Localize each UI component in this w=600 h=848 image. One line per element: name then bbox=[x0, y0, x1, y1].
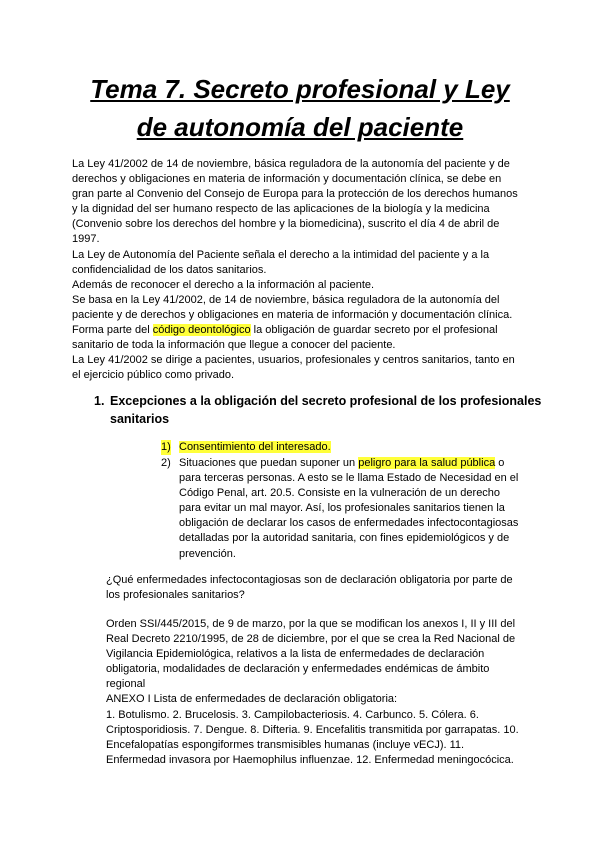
highlight-codigo-deontologico: código deontológico bbox=[152, 324, 251, 337]
intro-line: La Ley de Autonomía del Paciente señala el derecho a la intimidad del paciente y a la bbox=[72, 248, 490, 261]
section-number: 1. bbox=[94, 394, 105, 408]
exception-line: detalladas por la autoridad sanitaria, con fines epidemiológicos y de bbox=[179, 532, 510, 545]
order-line: Orden SSI/445/2015, de 9 de marzo, por la que se modifican los anexos I, II y III del bbox=[106, 618, 516, 630]
intro-text: Forma parte del bbox=[72, 324, 153, 337]
intro-line-highlighted bbox=[72, 323, 532, 338]
intro-line: 1997. bbox=[72, 233, 100, 246]
intro-line: Además de reconocer el derecho a la información al paciente. bbox=[72, 278, 375, 291]
question-line: los profesionales sanitarios? bbox=[106, 589, 245, 602]
order-line: Vigilancia Epidemiológica, relativos a la lista de enfermedades de declaración bbox=[106, 648, 485, 661]
order-paragraph bbox=[106, 617, 536, 768]
intro-line: el ejercicio público como privado. bbox=[72, 369, 235, 382]
list-marker: 2) bbox=[161, 457, 171, 469]
highlight-salud-publica: peligro para la salud pública bbox=[358, 457, 496, 469]
intro-line: sanitario de toda la información que llegue a conocer del paciente. bbox=[72, 339, 396, 352]
intro-line: (Convenio sobre los derechos del hombre y la biomedicina), suscrito el día 4 de abril de bbox=[72, 218, 500, 231]
list-marker: 1) bbox=[161, 440, 171, 455]
order-line: Real Decreto 2210/1995, de 28 de diciembre, por el que se crea la Red Nacional de bbox=[106, 633, 516, 646]
intro-line: paciente y de derechos y obligaciones en materia de información y documentación clínica. bbox=[72, 308, 513, 321]
intro-line: confidencialidad de los datos sanitarios. bbox=[72, 263, 267, 276]
section-title bbox=[110, 392, 541, 428]
order-line: Encefalopatías espongiformes transmisibles humanas (incluye vECJ). 11. bbox=[106, 738, 465, 751]
intro-line: La Ley 41/2002 de 14 de noviembre, básica reguladora de la autonomía del paciente y de bbox=[72, 158, 510, 170]
intro-paragraph bbox=[72, 157, 532, 383]
exception-line: para evitar un mal mayor. Así, los profesionales sanitarios tienen la bbox=[179, 502, 505, 515]
order-line: Enfermedad invasora por Haemophilus influenzae. 12. Enfermedad meningocócica. bbox=[106, 753, 514, 766]
intro-line: gran parte al Convenio del Consejo de Europa para la protección de los derechos humanos bbox=[72, 188, 518, 201]
order-line: Criptosporidiosis. 7. Dengue. 8. Difteria. 9. Encefalitis transmitida por garrapatas. 10. bbox=[106, 723, 519, 736]
exception-text-part: Situaciones que puedan suponer un bbox=[179, 457, 359, 469]
document-title bbox=[60, 70, 540, 146]
order-line: regional bbox=[106, 678, 146, 691]
section-title-line: sanitarios bbox=[110, 412, 170, 426]
intro-line: Se basa en la Ley 41/2002, de 14 de noviembre, básica reguladora de la autonomía del bbox=[72, 293, 500, 306]
exception-line: Código Penal, art. 20.5. Consiste en la vulneración de un derecho bbox=[179, 487, 501, 500]
intro-text: la obligación de guardar secreto por el profesional bbox=[250, 324, 498, 337]
question-paragraph bbox=[106, 573, 536, 603]
intro-line: y la dignidad del ser humano respecto de las aplicaciones de la biología y la medicina bbox=[72, 203, 490, 216]
intro-line: La Ley 41/2002 se dirige a pacientes, usuarios, profesionales y centros sanitarios, tanto en bbox=[72, 354, 515, 367]
section-title-line: Excepciones a la obligación del secreto profesional de los profesionales bbox=[110, 394, 542, 408]
title-line-2: de autonomía del paciente bbox=[136, 112, 464, 142]
exception-line: para terceras personas. A esto se le llama Estado de Necesidad en el bbox=[179, 472, 519, 485]
exception-text bbox=[179, 440, 331, 455]
intro-line: derechos y obligaciones en materia de información y documentación clínica, se debe en bbox=[72, 173, 502, 186]
order-line: obligatoria, modalidades de declaración y enfermedades endémicas de ámbito bbox=[106, 663, 490, 676]
exception-text-part: o bbox=[495, 457, 505, 469]
order-line: ANEXO I Lista de enfermedades de declaración obligatoria: bbox=[106, 693, 398, 706]
highlight-consentimiento: Consentimiento del interesado. bbox=[179, 441, 331, 453]
exception-line: obligación de declarar los casos de enfermedades infectocontagiosas bbox=[179, 517, 519, 530]
order-line: 1. Botulismo. 2. Brucelosis. 3. Campilobacteriosis. 4. Carbunco. 5. Cólera. 6. bbox=[106, 708, 479, 721]
exception-line: prevención. bbox=[179, 547, 236, 560]
title-line-1: Tema 7. Secreto profesional y Ley bbox=[90, 74, 510, 104]
exception-text bbox=[179, 456, 518, 562]
question-line: ¿Qué enfermedades infectocontagiosas son de declaración obligatoria por parte de bbox=[106, 574, 513, 586]
